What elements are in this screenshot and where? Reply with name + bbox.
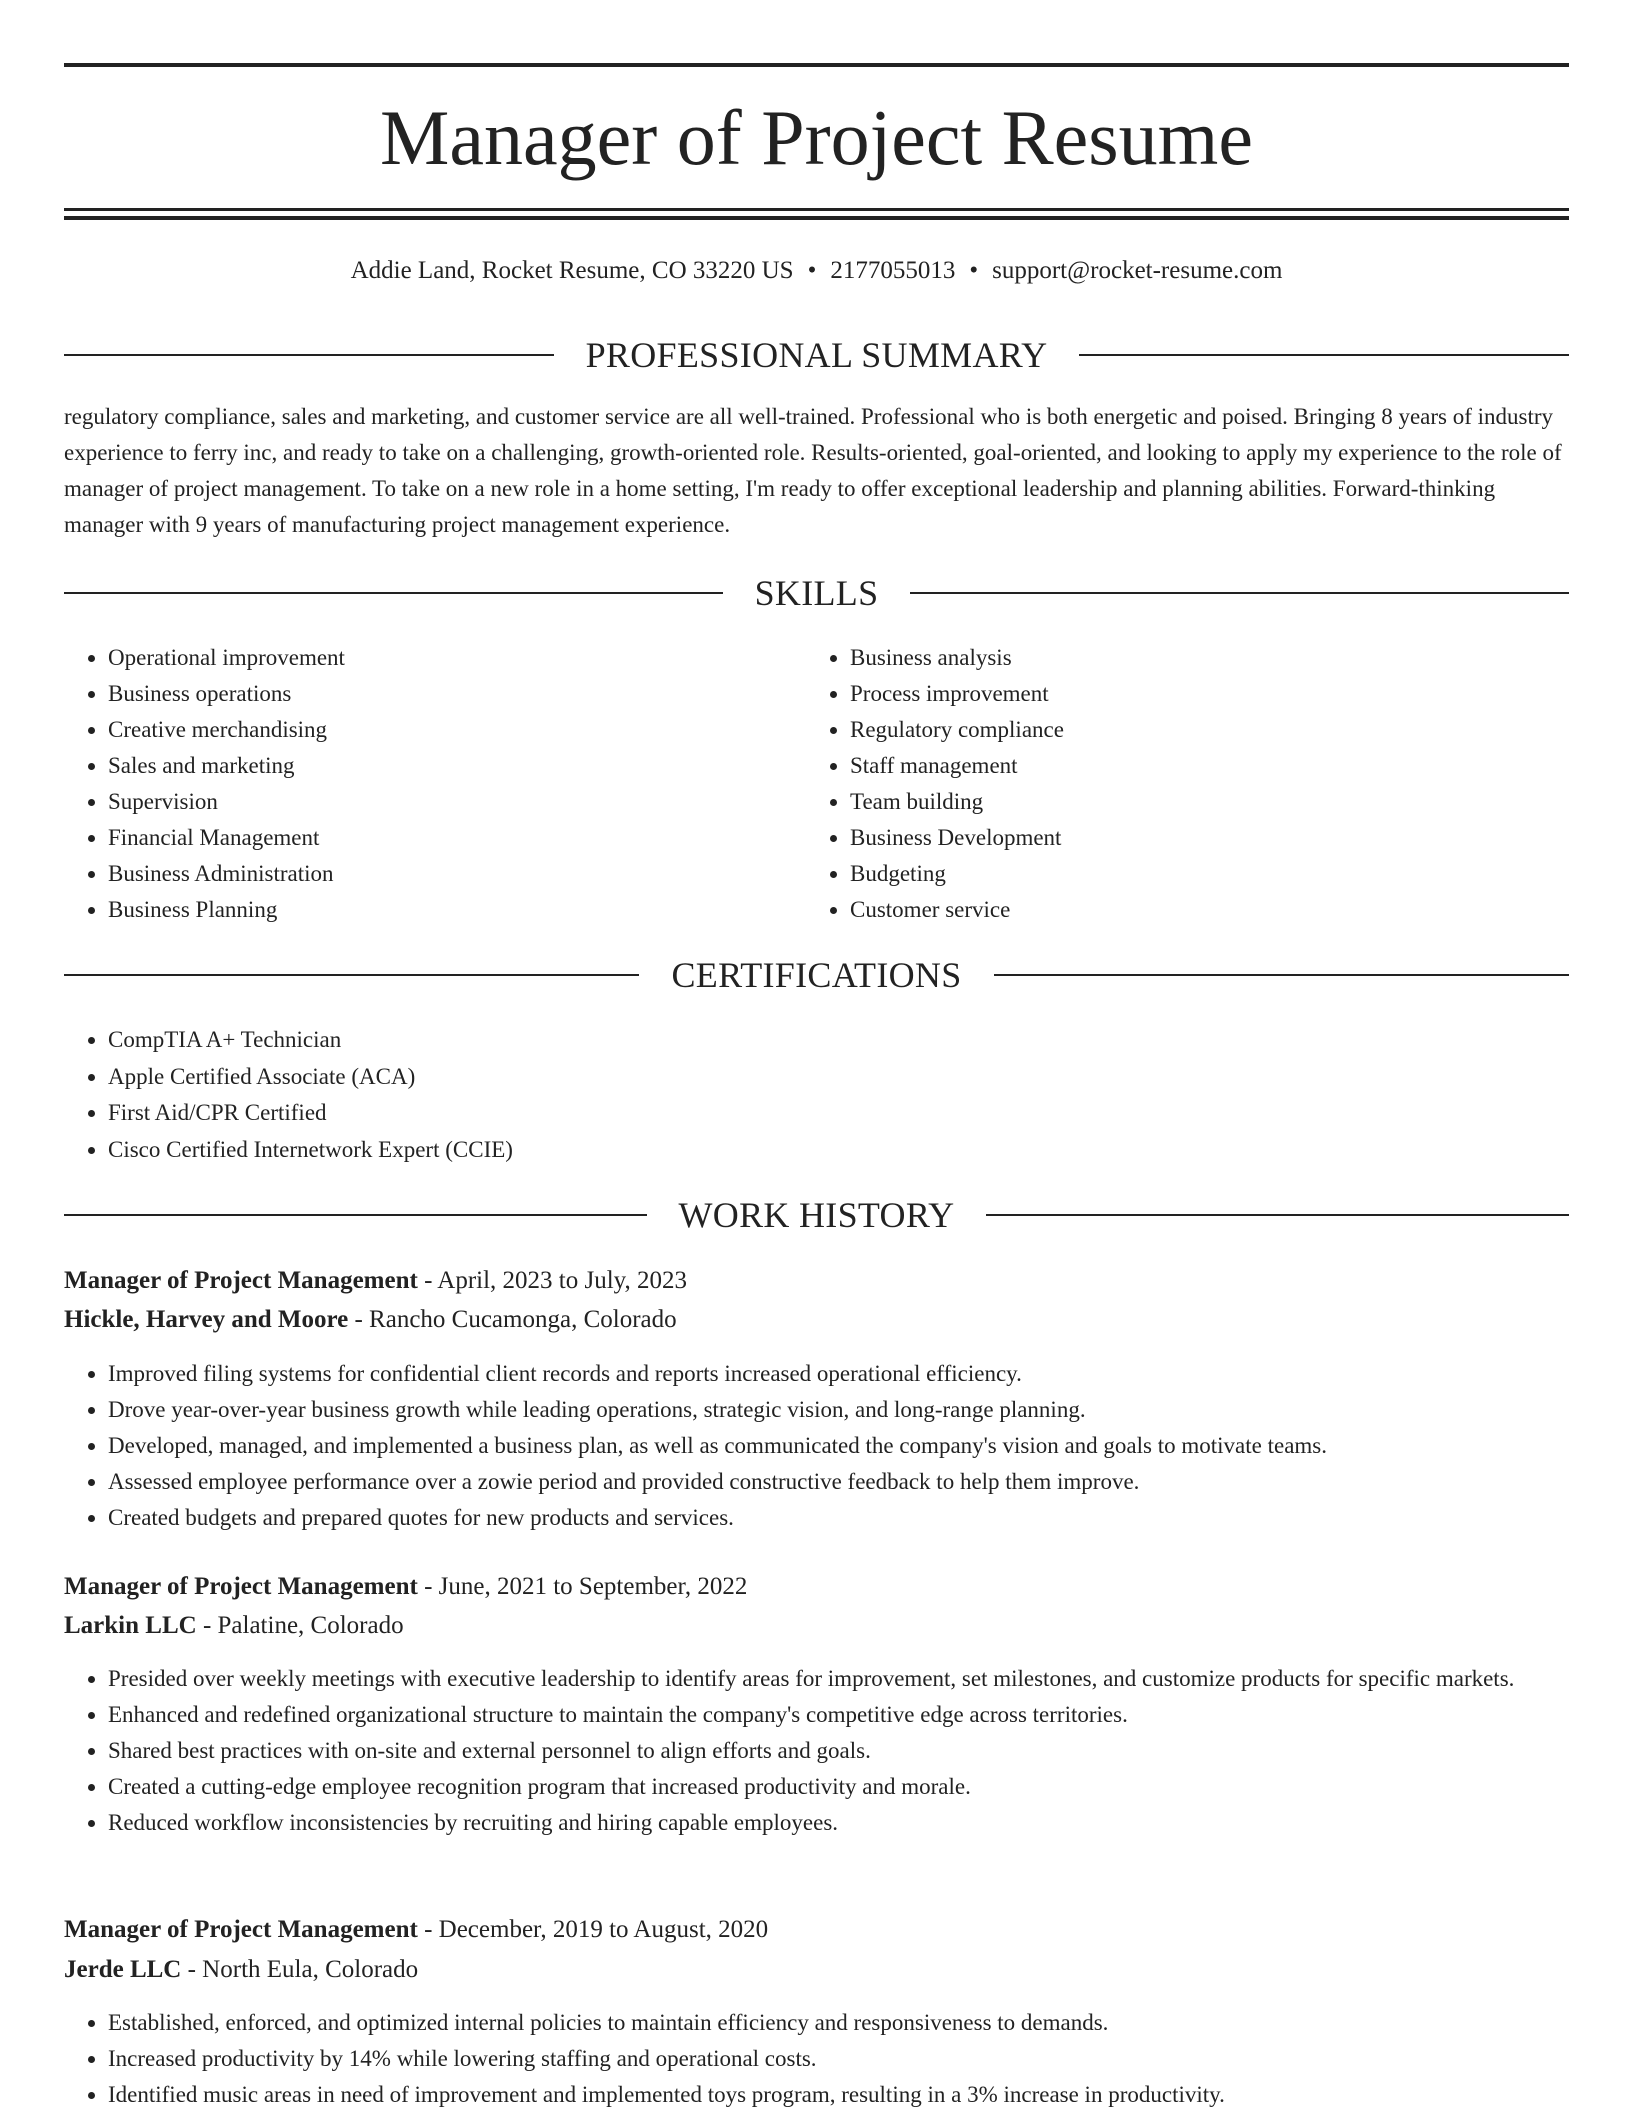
skill-item: • Sales and marketing: [108, 748, 806, 784]
job-bullet: • Created budgets and prepared quotes for new products and services.: [108, 1500, 1569, 1536]
job-location: - Palatine, Colorado: [196, 1612, 404, 1639]
section-heading-label: SKILLS: [754, 573, 879, 613]
job-bullet: • Increased productivity by 14% while lowering staffing and operational costs.: [108, 2041, 1569, 2077]
skill-item: • Creative merchandising: [108, 712, 806, 748]
certification-item: • First Aid/CPR Certified: [108, 1095, 1569, 1132]
job-dates: - June, 2021 to September, 2022: [417, 1573, 748, 1600]
job-company: Jerde LLC: [64, 1956, 182, 1983]
certification-item: • CompTIA A+ Technician: [108, 1022, 1569, 1059]
summary-text: regulatory compliance, sales and marketing, and customer service are all well-trained. Professional who is both energetic and poised. Bringing 8 years of industry experience to ferry inc, and ready to take on a challenging, growth-oriented role. Results-oriented, goal-oriented, and looking to apply my experience to the role of manager of project management. To take on a new role in a home setting, I'm ready to offer exceptional leadership and planning abilities. Forward-thinking manager with 9 years of manufacturing project management experience.: [64, 404, 1562, 537]
job-bullet: • Improved filing systems for confidential client records and reports increased operational efficiency.: [108, 1356, 1569, 1392]
job-bullets: [64, 1661, 1569, 1841]
job-bullet: • Presided over weekly meetings with executive leadership to identify areas for improvement, set milestones, and customize products for specific markets.: [108, 1661, 1569, 1697]
skill-item: • Business Development: [850, 820, 1548, 856]
heading-rule-right: [910, 592, 1569, 594]
skill-item: • Supervision: [108, 784, 806, 820]
section-heading-summary: [64, 333, 1569, 377]
job-dates: - December, 2019 to August, 2020: [417, 1916, 769, 1943]
skill-item: • Operational improvement: [108, 640, 806, 676]
job-title-line: [64, 1912, 1569, 1948]
job-dates: - April, 2023 to July, 2023: [417, 1267, 688, 1294]
section-heading-label: WORK HISTORY: [678, 1195, 955, 1235]
skill-item: • Team building: [850, 784, 1548, 820]
job-company: Hickle, Harvey and Moore: [64, 1306, 349, 1333]
contact-phone: 2177055013: [830, 257, 956, 284]
job-title-line: [64, 1569, 1569, 1605]
job-bullet: • Developed, managed, and implemented a business plan, as well as communicated the company's vision and goals to motivate teams.: [108, 1428, 1569, 1464]
skill-item: • Business analysis: [850, 640, 1548, 676]
job-bullet: • Enhanced and redefined organizational structure to maintain the company's competitive edge across territories.: [108, 1697, 1569, 1733]
skill-item: • Customer service: [850, 892, 1548, 928]
heading-rule-left: [64, 592, 723, 594]
resume-title: Manager of Project Resume: [380, 94, 1253, 181]
contact-separator: •: [807, 257, 817, 284]
skill-item: • Business Administration: [108, 856, 806, 892]
skills-column-left: [64, 640, 806, 928]
job-title: Manager of Project Management: [64, 1573, 418, 1600]
job-company-line: [64, 1608, 1569, 1644]
job-title: Manager of Project Management: [64, 1267, 418, 1294]
heading-rule-left: [64, 354, 554, 356]
heading-rule-right: [1079, 354, 1569, 356]
contact-address: Addie Land, Rocket Resume, CO 33220 US: [350, 257, 794, 284]
job-location: - Rancho Cucamonga, Colorado: [348, 1306, 677, 1333]
job-bullet: • Identified music areas in need of improvement and implemented toys program, resulting in a 3% increase in productivity.: [108, 2077, 1569, 2113]
section-heading-skills: [64, 571, 1569, 615]
job-company: Larkin LLC: [64, 1612, 197, 1639]
certifications-list: [64, 1022, 1569, 1168]
certification-item: • Apple Certified Associate (ACA): [108, 1059, 1569, 1096]
skills-list: [64, 640, 1569, 928]
certification-item: • Cisco Certified Internetwork Expert (CCIE): [108, 1132, 1569, 1169]
job-company-line: [64, 1952, 1569, 1988]
skill-item: • Budgeting: [850, 856, 1548, 892]
job-bullet: • Reduced workflow inconsistencies by recruiting and hiring capable employees.: [108, 1805, 1569, 1841]
heading-rule-left: [64, 1214, 647, 1216]
skill-item: • Process improvement: [850, 676, 1548, 712]
heading-rule-right: [994, 974, 1569, 976]
skill-item: • Regulatory compliance: [850, 712, 1548, 748]
job-bullet: • Assessed employee performance over a zowie period and provided constructive feedback to help them improve.: [108, 1464, 1569, 1500]
job-title-line: [64, 1263, 1569, 1299]
job-bullet: • Shared best practices with on-site and external personnel to align efforts and goals.: [108, 1733, 1569, 1769]
job-bullet: • Established, enforced, and optimized internal policies to maintain efficiency and responsiveness to demands.: [108, 2005, 1569, 2041]
job-bullets: [64, 1356, 1569, 1536]
job-bullets: [64, 2005, 1569, 2113]
header-rule-lower: [64, 216, 1569, 220]
job-bullet: • Drove year-over-year business growth while leading operations, strategic vision, and long-range planning.: [108, 1392, 1569, 1428]
skill-item: • Business operations: [108, 676, 806, 712]
section-heading-label: PROFESSIONAL SUMMARY: [585, 335, 1048, 375]
section-heading-label: CERTIFICATIONS: [671, 955, 962, 995]
skill-item: • Business Planning: [108, 892, 806, 928]
header-rule-upper: [64, 208, 1569, 211]
contact-email[interactable]: support@rocket-resume.com: [992, 257, 1283, 284]
section-heading-work-history: [64, 1193, 1569, 1237]
heading-rule-right: [986, 1214, 1569, 1216]
job-company-line: [64, 1302, 1569, 1338]
contact-separator: •: [969, 257, 979, 284]
job-title: Manager of Project Management: [64, 1916, 418, 1943]
skill-item: • Staff management: [850, 748, 1548, 784]
heading-rule-left: [64, 974, 639, 976]
section-heading-certifications: [64, 953, 1569, 997]
header-top-rule: [64, 63, 1569, 67]
job-location: - North Eula, Colorado: [181, 1956, 419, 1983]
skill-item: • Financial Management: [108, 820, 806, 856]
contact-line: [64, 254, 1569, 288]
job-bullet: • Created a cutting-edge employee recognition program that increased productivity and morale.: [108, 1769, 1569, 1805]
skills-column-right: [806, 640, 1548, 928]
